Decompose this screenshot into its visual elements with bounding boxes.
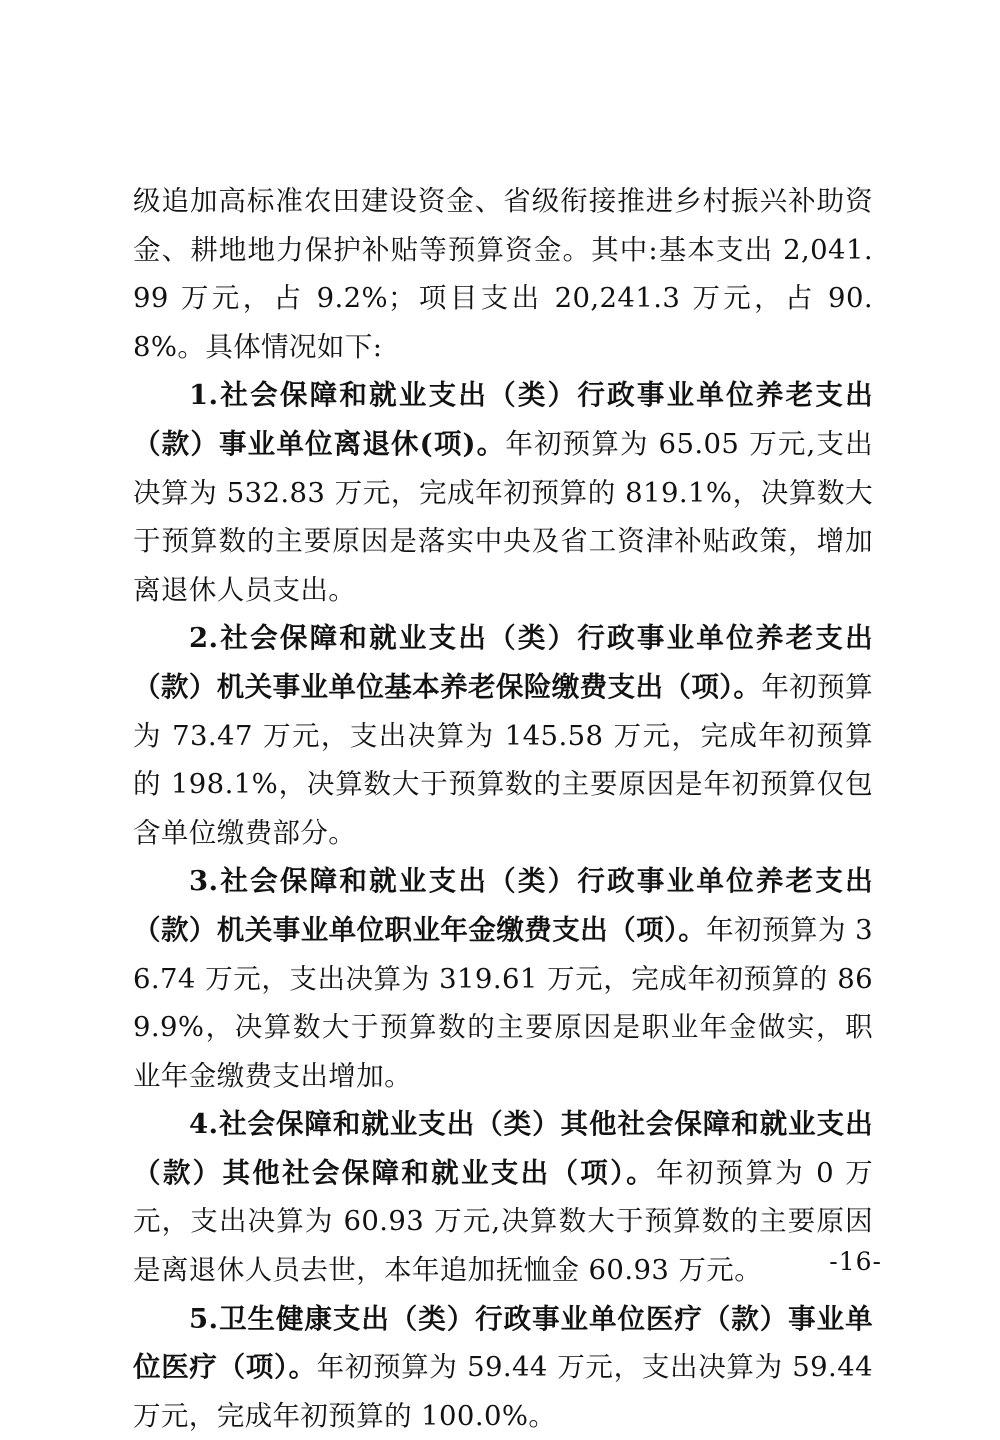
budget-item-4 (133, 1100, 873, 1294)
budget-item-5 (133, 1295, 873, 1440)
budget-item-2-body: 年初预算为 73.47 万元，支出决算为 145.58 万元，完成年初预算的 198.1%，决算数大于预算数的主要原因是年初预算仅包含单位缴费部分。 (133, 670, 873, 849)
continuation-paragraph: 级追加高标准农田建设资金、省级衔接推进乡村振兴补助资金、耕地地力保护补贴等预算资金。其中:基本支出 2,041.99 万元，占 9.2%；项目支出 20,241.3 万元，占 90.8%。具体情况如下: (133, 185, 873, 363)
budget-item-5-body: 年初预算为 59.44 万元，支出决算为 59.44 万元，完成年初预算的 100.0%。 (133, 1351, 873, 1432)
budget-item-3-title: 3.社会保障和就业支出（类）行政事业单位养老支出（款）机关事业单位职业年金缴费支出（项）。 (133, 865, 873, 946)
budget-item-5-title: 5.卫生健康支出（类）行政事业单位医疗（款）事业单位医疗（项）。 (133, 1302, 873, 1384)
budget-item-2 (133, 614, 873, 857)
page-number: -16- (829, 1247, 882, 1276)
budget-item-1-body: 年初预算为 65.05 万元,支出决算为 532.83 万元，完成年初预算的 819.1%，决算数大于预算数的主要原因是落实中央及省工资津补贴政策，增加离退休人员支出。 (133, 427, 873, 606)
budget-item-4-title: 4.社会保障和就业支出（类）其他社会保障和就业支出（款）其他社会保障和就业支出（项）。 (133, 1108, 873, 1189)
budget-item-1 (133, 371, 873, 614)
budget-item-4-body: 年初预算为 0 万元，支出决算为 60.93 万元,决算数大于预算数的主要原因是离退休人员去世，本年追加抚恤金 60.93 万元。 (133, 1156, 873, 1287)
budget-item-2-title: 2.社会保障和就业支出（类）行政事业单位养老支出（款）机关事业单位基本养老保险缴费支出（项）。 (133, 622, 873, 703)
budget-item-1-title: 1.社会保障和就业支出（类）行政事业单位养老支出（款）事业单位离退休(项)。 (133, 379, 873, 460)
budget-item-3-body: 年初预算为 36.74 万元，支出决算为 319.61 万元，完成年初预算的 869.9%，决算数大于预算数的主要原因是职业年金做实，职业年金缴费支出增加。 (133, 913, 873, 1092)
document-body (133, 177, 873, 1440)
budget-item-3 (133, 857, 873, 1100)
